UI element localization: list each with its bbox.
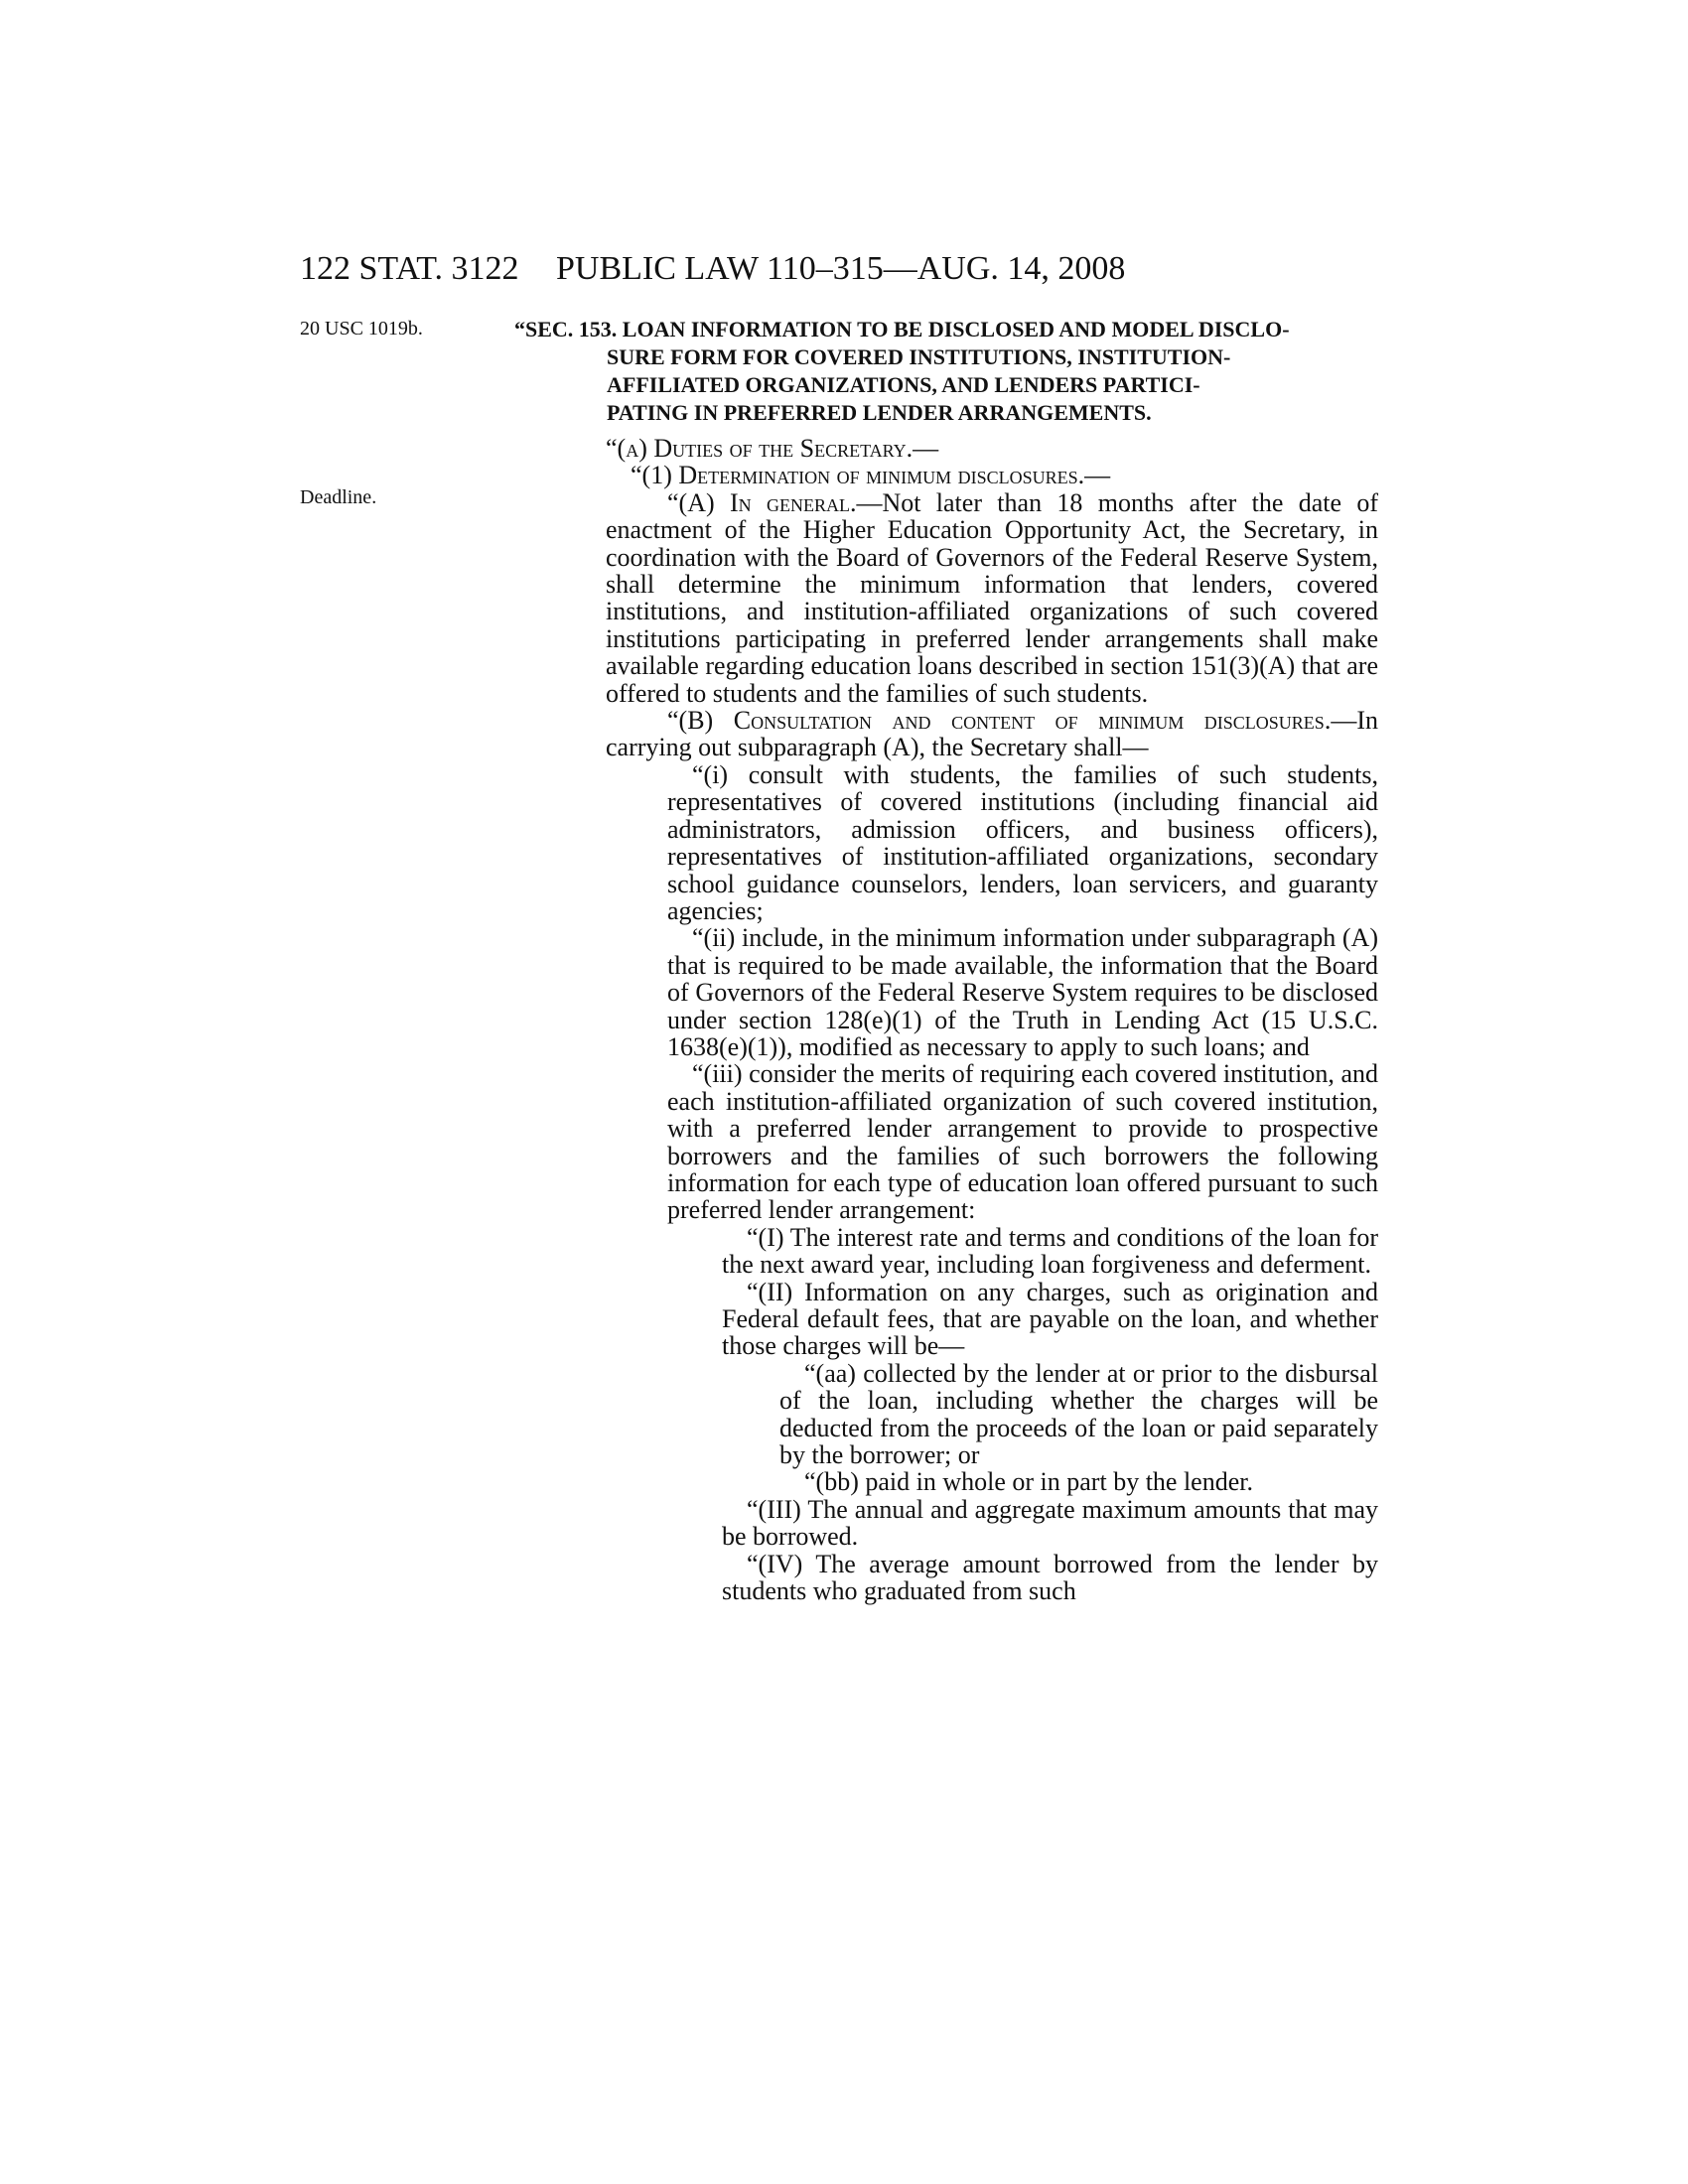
subparagraph-A-text: —Not later than 18 months after the date of enactment of the Higher Education Opportunity Act, the Secretary, in coordination with the Board of Governors of the Federal Reserve System, shall determine the minimum information that lenders, covered institutions, and institution-affiliated organizations of such covered institutions participating in preferred lender arrangements shall make available regarding education loans described in section 151(3)(A) that are offered to students and the families of such students.	[606, 487, 1378, 708]
running-head-title: PUBLIC LAW 110–315—AUG. 14, 2008	[556, 250, 1126, 287]
subparagraph-B	[606, 707, 1378, 761]
subparagraph-B-text: —In carrying out subparagraph (A), the Secretary shall—	[606, 706, 1378, 762]
section-title-line-3: AFFILIATED ORGANIZATIONS, AND LENDERS PARTICI-	[607, 372, 1200, 397]
item-bb: “(bb) paid in whole or in part by the lender.	[804, 1467, 1253, 1497]
margin-note-usc: 20 USC 1019b.	[300, 318, 423, 340]
section-number: “SEC. 153.	[514, 317, 618, 341]
subclause-I: “(I) The interest rate and terms and conditions of the loan for the next award year, including loan forgiveness and deferment.	[722, 1222, 1378, 1280]
clause-iii: “(iii) consider the merits of requiring each covered institution, and each institution-affiliated organization of such covered institution, with a preferred lender arrangement to provide to prospective borrowers and the families of such borrowers the following information for each type of education loan offered pursuant to such preferred lender arrangement:	[667, 1059, 1378, 1225]
subclause-II: “(II) Information on any charges, such as origination and Federal default fees, that are payable on the loan, and whether those charges will be—	[722, 1277, 1378, 1361]
subparagraph-A-heading: “(A) In general.	[667, 487, 857, 517]
clause-ii: “(ii) include, in the minimum information under subparagraph (A) that is required to be made available, the information that the Board of Governors of the Federal Reserve System requires to be disclosed under section 128(e)(1) of the Truth in Lending Act (15 U.S.C. 1638(e)(1)), modified as necessary to apply to such loans; and	[667, 923, 1378, 1061]
statute-page-number: 122 STAT. 3122	[300, 250, 519, 287]
section-body	[606, 435, 1378, 1604]
subsection-a-heading: “(a) Duties of the Secretary.—	[606, 434, 939, 463]
clause-i: “(i) consult with students, the families of such students, representatives of covered institutions (including financial aid administrators, admission officers, and business officers), representatives of institution-affiliated organizations, secondary school guidance counselors, lenders, loan servicers, and guaranty agencies;	[667, 759, 1378, 925]
section-title-line-1: LOAN INFORMATION TO BE DISCLOSED AND MODEL DISCLO-	[622, 317, 1290, 341]
subparagraph-B-heading: “(B) Consultation and content of minimum disclosures.	[667, 706, 1332, 736]
margin-note-deadline: Deadline.	[300, 486, 377, 508]
subparagraph-A	[606, 489, 1378, 707]
section-heading	[514, 316, 1378, 427]
subclause-IV: “(IV) The average amount borrowed from the lender by students who graduated from such	[722, 1549, 1378, 1606]
paragraph-1-heading: “(1) Determination of minimum disclosures.—	[631, 461, 1111, 490]
section-title-line-4: PATING IN PREFERRED LENDER ARRANGEMENTS.	[607, 400, 1152, 425]
section-title-line-2: SURE FORM FOR COVERED INSTITUTIONS, INSTITUTION-	[607, 344, 1231, 369]
subclause-III: “(III) The annual and aggregate maximum amounts that may be borrowed.	[722, 1494, 1378, 1552]
item-aa: “(aa) collected by the lender at or prior to the disbursal of the loan, including whether the charges will be deducted from the proceeds of the loan or paid separately by the borrower; or	[779, 1358, 1378, 1470]
